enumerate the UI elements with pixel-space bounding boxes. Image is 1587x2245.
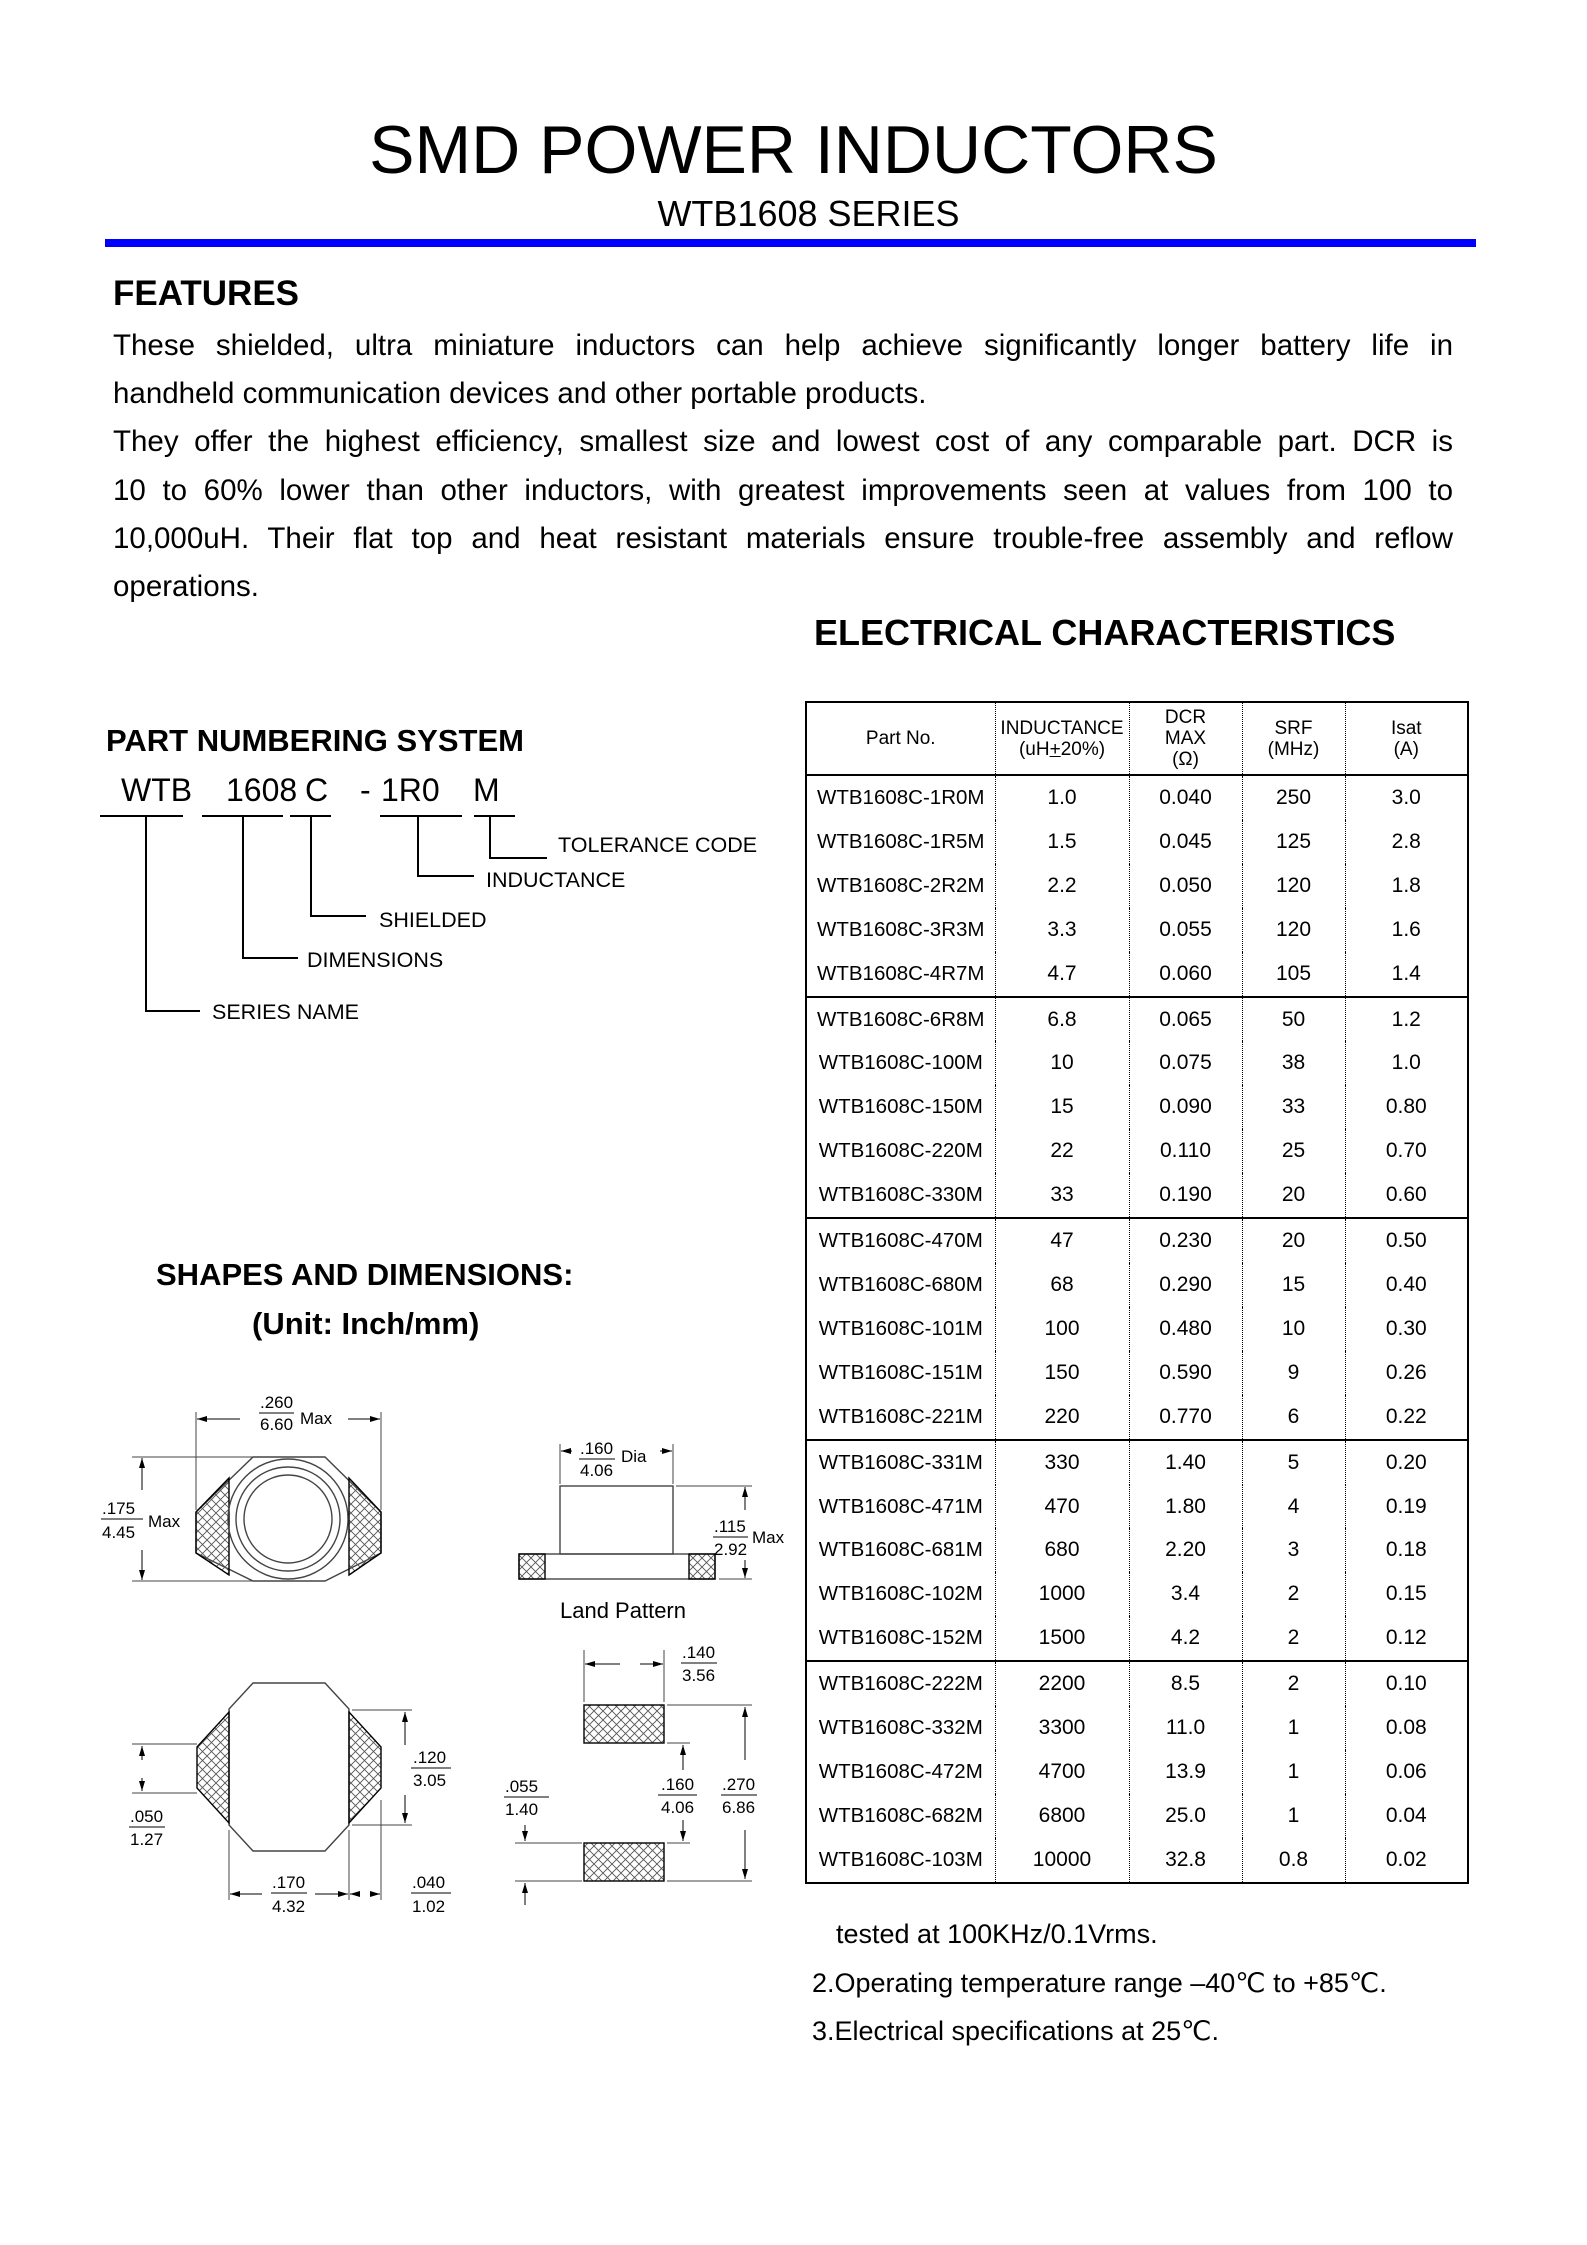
cell-srf: 120 bbox=[1242, 864, 1345, 908]
cell-part-no: WTB1608C-681M bbox=[818, 1538, 983, 1562]
table-row bbox=[806, 1218, 1468, 1263]
cell-srf: 1 bbox=[1242, 1750, 1345, 1794]
note-line: 3.Electrical specifications at 25℃. bbox=[812, 2016, 1220, 2046]
table-row bbox=[806, 997, 1468, 1042]
features-line: These shielded, ultra miniature inductors can help achieve significantly longer battery life in bbox=[113, 329, 1453, 362]
table-row bbox=[806, 820, 1468, 864]
cell-part-no: WTB1608C-151M bbox=[818, 1360, 983, 1384]
land-pattern-drawing bbox=[515, 1650, 752, 1905]
cell-isat: 0.18 bbox=[1345, 1528, 1468, 1572]
cell-isat: 0.22 bbox=[1345, 1395, 1468, 1440]
svg-text:2.92: 2.92 bbox=[714, 1540, 748, 1559]
cell-dcr: 0.290 bbox=[1129, 1263, 1242, 1307]
cell-part-no: WTB1608C-100M bbox=[818, 1051, 983, 1075]
cell-part-no: WTB1608C-472M bbox=[818, 1759, 983, 1783]
svg-text:4.45: 4.45 bbox=[102, 1523, 136, 1542]
svg-text:.170: .170 bbox=[272, 1873, 306, 1892]
cell-isat: 1.2 bbox=[1345, 997, 1468, 1042]
cell-isat: 1.4 bbox=[1345, 952, 1468, 997]
unit-note: (Unit: Inch/mm) bbox=[252, 1306, 480, 1341]
cell-srf: 2 bbox=[1242, 1661, 1345, 1706]
table-row bbox=[806, 1838, 1468, 1883]
svg-text:4.32: 4.32 bbox=[272, 1897, 306, 1916]
cell-dcr: 3.4 bbox=[1129, 1572, 1242, 1616]
cell-dcr: 0.770 bbox=[1129, 1395, 1242, 1440]
cell-inductance: 1.0 bbox=[995, 775, 1129, 820]
note-line: tested at 100KHz/0.1Vrms. bbox=[836, 1919, 1158, 1949]
cell-dcr: 0.050 bbox=[1129, 864, 1242, 908]
table-row bbox=[806, 1440, 1468, 1485]
table-body bbox=[806, 775, 1468, 1883]
cell-srf: 105 bbox=[1242, 952, 1345, 997]
svg-text:.260: .260 bbox=[260, 1393, 294, 1412]
cell-inductance: 33 bbox=[995, 1173, 1129, 1218]
cell-dcr: 0.065 bbox=[1129, 997, 1242, 1042]
cell-inductance: 1500 bbox=[995, 1616, 1129, 1661]
shapes-heading: SHAPES AND DIMENSIONS: bbox=[156, 1257, 574, 1292]
cell-part-no: WTB1608C-1R5M bbox=[817, 829, 985, 853]
cell-inductance: 22 bbox=[995, 1129, 1129, 1173]
svg-text:1.40: 1.40 bbox=[505, 1800, 539, 1819]
column-header-dcr: DCR MAX (Ω) bbox=[1129, 702, 1242, 775]
cell-part-no: WTB1608C-471M bbox=[818, 1494, 983, 1518]
cell-dcr: 1.40 bbox=[1129, 1440, 1242, 1485]
cell-dcr: 0.090 bbox=[1129, 1085, 1242, 1129]
cell-dcr: 0.055 bbox=[1129, 908, 1242, 952]
electrical-characteristics-table bbox=[805, 701, 1469, 1884]
cell-inductance: 10 bbox=[995, 1041, 1129, 1085]
svg-text:1.27: 1.27 bbox=[130, 1830, 164, 1849]
cell-inductance: 330 bbox=[995, 1440, 1129, 1485]
cell-dcr: 8.5 bbox=[1129, 1661, 1242, 1706]
table-row bbox=[806, 1616, 1468, 1661]
cell-srf: 6 bbox=[1242, 1395, 1345, 1440]
cell-inductance: 4.7 bbox=[995, 952, 1129, 997]
cell-dcr: 0.040 bbox=[1129, 775, 1242, 820]
cell-isat: 0.60 bbox=[1345, 1173, 1468, 1218]
cell-isat: 1.8 bbox=[1345, 864, 1468, 908]
cell-part-no: WTB1608C-220M bbox=[818, 1139, 983, 1163]
svg-text:.140: .140 bbox=[682, 1643, 716, 1662]
cell-part-no: WTB1608C-222M bbox=[818, 1672, 983, 1696]
pn-label-tolerance: TOLERANCE CODE bbox=[558, 833, 758, 857]
svg-text:4.06: 4.06 bbox=[580, 1461, 614, 1480]
svg-text:Max: Max bbox=[752, 1528, 785, 1547]
cell-srf: 1 bbox=[1242, 1706, 1345, 1750]
note-line: 2.Operating temperature range –40℃ to +85℃. bbox=[812, 1968, 1387, 1998]
table-row bbox=[806, 1395, 1468, 1440]
features-line: handheld communication devices and other portable products. bbox=[113, 377, 927, 411]
dimension-drawings bbox=[0, 1360, 800, 1916]
cell-srf: 2 bbox=[1242, 1616, 1345, 1661]
cell-isat: 0.19 bbox=[1345, 1485, 1468, 1529]
cell-isat: 2.8 bbox=[1345, 820, 1468, 864]
cell-part-no: WTB1608C-3R3M bbox=[817, 917, 985, 941]
cell-inductance: 1000 bbox=[995, 1572, 1129, 1616]
svg-text:.115: .115 bbox=[714, 1517, 746, 1536]
cell-dcr: 0.075 bbox=[1129, 1041, 1242, 1085]
cell-isat: 0.12 bbox=[1345, 1616, 1468, 1661]
pn-shielded-code: C bbox=[305, 772, 329, 808]
pn-label-series: SERIES NAME bbox=[212, 1000, 359, 1024]
column-header-part-no: Part No. bbox=[806, 702, 995, 775]
cell-dcr: 1.80 bbox=[1129, 1485, 1242, 1529]
svg-text:.160: .160 bbox=[580, 1439, 614, 1458]
cell-isat: 1.6 bbox=[1345, 908, 1468, 952]
svg-text:6.86: 6.86 bbox=[722, 1798, 756, 1817]
cell-srf: 25 bbox=[1242, 1129, 1345, 1173]
cell-isat: 3.0 bbox=[1345, 775, 1468, 820]
svg-text:Max: Max bbox=[300, 1409, 333, 1428]
cell-inductance: 10000 bbox=[995, 1838, 1129, 1883]
table-row bbox=[806, 1307, 1468, 1351]
table-row bbox=[806, 864, 1468, 908]
pn-label-dimensions: DIMENSIONS bbox=[307, 948, 444, 972]
table-row bbox=[806, 1041, 1468, 1085]
cell-isat: 1.0 bbox=[1345, 1041, 1468, 1085]
cell-srf: 20 bbox=[1242, 1173, 1345, 1218]
cell-isat: 0.02 bbox=[1345, 1838, 1468, 1883]
cell-isat: 0.15 bbox=[1345, 1572, 1468, 1616]
cell-part-no: WTB1608C-221M bbox=[806, 1395, 995, 1440]
features-line: 10 to 60% lower than other inductors, with greatest improvements seen at values from 100 to bbox=[113, 473, 1453, 507]
cell-srf: 10 bbox=[1242, 1307, 1345, 1351]
svg-text:3.56: 3.56 bbox=[682, 1666, 716, 1685]
cell-inductance: 4700 bbox=[995, 1750, 1129, 1794]
svg-text:.160: .160 bbox=[661, 1775, 695, 1794]
table-row bbox=[806, 1351, 1468, 1395]
cell-part-no: WTB1608C-332M bbox=[818, 1716, 983, 1740]
table-header-row bbox=[806, 702, 1468, 775]
cell-srf: 5 bbox=[1242, 1440, 1345, 1485]
table-row bbox=[806, 775, 1468, 820]
svg-text:.055: .055 bbox=[505, 1777, 539, 1796]
cell-inductance: 150 bbox=[995, 1351, 1129, 1395]
part-numbering-heading: PART NUMBERING SYSTEM bbox=[106, 723, 524, 758]
cell-inductance: 47 bbox=[995, 1218, 1129, 1263]
cell-part-no: WTB1608C-680M bbox=[818, 1272, 983, 1296]
series-subtitle: WTB1608 SERIES bbox=[657, 193, 960, 234]
pn-series-code: WTB bbox=[121, 772, 193, 808]
column-header-isat: Isat (A) bbox=[1345, 702, 1468, 775]
cell-srf: 38 bbox=[1242, 1041, 1345, 1085]
cell-part-no: WTB1608C-152M bbox=[806, 1616, 995, 1661]
cell-part-no: WTB1608C-102M bbox=[818, 1582, 983, 1606]
part-numbering-diagram bbox=[0, 0, 800, 1100]
pn-label-shielded: SHIELDED bbox=[379, 908, 487, 932]
pn-label-inductance: INDUCTANCE bbox=[486, 868, 626, 892]
cell-isat: 0.06 bbox=[1345, 1750, 1468, 1794]
svg-text:4.06: 4.06 bbox=[661, 1798, 695, 1817]
cell-srf: 33 bbox=[1242, 1085, 1345, 1129]
table-row bbox=[806, 1263, 1468, 1307]
cell-srf: 4 bbox=[1242, 1485, 1345, 1529]
cell-isat: 0.26 bbox=[1345, 1351, 1468, 1395]
electrical-heading: ELECTRICAL CHARACTERISTICS bbox=[814, 612, 1396, 653]
cell-inductance: 2200 bbox=[995, 1661, 1129, 1706]
features-line: 10,000uH. Their flat top and heat resistant materials ensure trouble-free assembly and reflow bbox=[113, 521, 1453, 555]
cell-dcr: 4.2 bbox=[1129, 1616, 1242, 1661]
cell-isat: 0.70 bbox=[1345, 1129, 1468, 1173]
cell-dcr: 0.060 bbox=[1129, 952, 1242, 997]
table-row bbox=[806, 1572, 1468, 1616]
cell-isat: 0.20 bbox=[1345, 1440, 1468, 1485]
cell-inductance: 6.8 bbox=[995, 997, 1129, 1042]
cell-part-no: WTB1608C-1R0M bbox=[817, 786, 985, 809]
svg-text:6.60: 6.60 bbox=[260, 1415, 294, 1434]
features-line: They offer the highest efficiency, smallest size and lowest cost of any comparable part. DCR is bbox=[113, 425, 1453, 459]
cell-part-no: WTB1608C-103M bbox=[818, 1847, 983, 1871]
features-heading: FEATURES bbox=[113, 274, 300, 313]
cell-inductance: 470 bbox=[995, 1485, 1129, 1529]
table-row bbox=[806, 1129, 1468, 1173]
svg-text:.270: .270 bbox=[722, 1775, 756, 1794]
cell-dcr: 25.0 bbox=[1129, 1794, 1242, 1838]
svg-text:.040: .040 bbox=[412, 1873, 446, 1892]
cell-part-no: WTB1608C-150M bbox=[818, 1095, 983, 1119]
cell-part-no: WTB1608C-2R2M bbox=[817, 873, 985, 897]
features-line: operations. bbox=[113, 569, 259, 603]
svg-text:.050: .050 bbox=[130, 1807, 164, 1826]
cell-inductance: 680 bbox=[995, 1528, 1129, 1572]
cell-srf: 9 bbox=[1242, 1351, 1345, 1395]
cell-srf: 125 bbox=[1242, 820, 1345, 864]
table-row bbox=[806, 952, 1468, 997]
cell-srf: 0.8 bbox=[1242, 1838, 1345, 1883]
pn-dash: - bbox=[360, 772, 371, 808]
column-header-inductance: INDUCTANCE (uH+20%) bbox=[995, 702, 1129, 775]
cell-srf: 20 bbox=[1242, 1218, 1345, 1263]
cell-part-no: WTB1608C-4R7M bbox=[806, 952, 995, 997]
table-row bbox=[806, 1528, 1468, 1572]
cell-dcr: 11.0 bbox=[1129, 1706, 1242, 1750]
svg-text:Land Pattern: Land Pattern bbox=[560, 1598, 686, 1623]
table-row bbox=[806, 1706, 1468, 1750]
cell-inductance: 2.2 bbox=[995, 864, 1129, 908]
cell-inductance: 15 bbox=[995, 1085, 1129, 1129]
cell-inductance: 100 bbox=[995, 1307, 1129, 1351]
cell-dcr: 2.20 bbox=[1129, 1528, 1242, 1572]
pn-dimensions-code: 1608 bbox=[226, 772, 298, 808]
table-row bbox=[806, 1750, 1468, 1794]
cell-part-no: WTB1608C-330M bbox=[806, 1173, 995, 1218]
cell-dcr: 13.9 bbox=[1129, 1750, 1242, 1794]
table-row bbox=[806, 908, 1468, 952]
cell-part-no: WTB1608C-682M bbox=[818, 1803, 983, 1827]
cell-isat: 0.40 bbox=[1345, 1263, 1468, 1307]
column-header-srf: SRF (MHz) bbox=[1242, 702, 1345, 775]
page-title: SMD POWER INDUCTORS bbox=[369, 112, 1218, 188]
table-row bbox=[806, 1661, 1468, 1706]
cell-inductance: 3300 bbox=[995, 1706, 1129, 1750]
cell-dcr: 0.480 bbox=[1129, 1307, 1242, 1351]
pn-tolerance-code: M bbox=[473, 772, 500, 808]
cell-isat: 0.04 bbox=[1345, 1794, 1468, 1838]
table-row bbox=[806, 1085, 1468, 1129]
cell-isat: 0.08 bbox=[1345, 1706, 1468, 1750]
svg-text:.175: .175 bbox=[102, 1499, 136, 1518]
cell-srf: 1 bbox=[1242, 1794, 1345, 1838]
cell-dcr: 0.190 bbox=[1129, 1173, 1242, 1218]
cell-srf: 250 bbox=[1242, 775, 1345, 820]
cell-inductance: 68 bbox=[995, 1263, 1129, 1307]
svg-text:Max: Max bbox=[148, 1512, 181, 1531]
cell-part-no: WTB1608C-470M bbox=[818, 1229, 983, 1253]
cell-dcr: 0.590 bbox=[1129, 1351, 1242, 1395]
cell-isat: 0.80 bbox=[1345, 1085, 1468, 1129]
cell-inductance: 220 bbox=[995, 1395, 1129, 1440]
cell-isat: 0.50 bbox=[1345, 1218, 1468, 1263]
cell-part-no: WTB1608C-331M bbox=[818, 1450, 983, 1474]
cell-srf: 50 bbox=[1242, 997, 1345, 1042]
cell-srf: 2 bbox=[1242, 1572, 1345, 1616]
top-view-drawing bbox=[132, 1412, 381, 1581]
bottom-view-labels bbox=[129, 1748, 451, 1916]
cell-dcr: 32.8 bbox=[1129, 1838, 1242, 1883]
pn-inductance-code: 1R0 bbox=[381, 772, 440, 808]
cell-dcr: 0.045 bbox=[1129, 820, 1242, 864]
cell-inductance: 6800 bbox=[995, 1794, 1129, 1838]
cell-inductance: 3.3 bbox=[995, 908, 1129, 952]
cell-part-no: WTB1608C-6R8M bbox=[817, 1007, 985, 1031]
cell-srf: 15 bbox=[1242, 1263, 1345, 1307]
svg-text:1.02: 1.02 bbox=[412, 1897, 446, 1916]
cell-isat: 0.30 bbox=[1345, 1307, 1468, 1351]
bottom-view-drawing bbox=[132, 1683, 412, 1900]
table-row bbox=[806, 1794, 1468, 1838]
svg-text:.120: .120 bbox=[413, 1748, 447, 1767]
svg-text:Dia: Dia bbox=[621, 1447, 647, 1466]
cell-dcr: 0.110 bbox=[1129, 1129, 1242, 1173]
cell-srf: 120 bbox=[1242, 908, 1345, 952]
cell-part-no: WTB1608C-101M bbox=[818, 1316, 983, 1340]
cell-dcr: 0.230 bbox=[1129, 1218, 1242, 1263]
table-row bbox=[806, 1173, 1468, 1218]
cell-isat: 0.10 bbox=[1345, 1661, 1468, 1706]
cell-srf: 3 bbox=[1242, 1528, 1345, 1572]
svg-text:3.05: 3.05 bbox=[413, 1771, 447, 1790]
cell-inductance: 1.5 bbox=[995, 820, 1129, 864]
table-row bbox=[806, 1485, 1468, 1529]
